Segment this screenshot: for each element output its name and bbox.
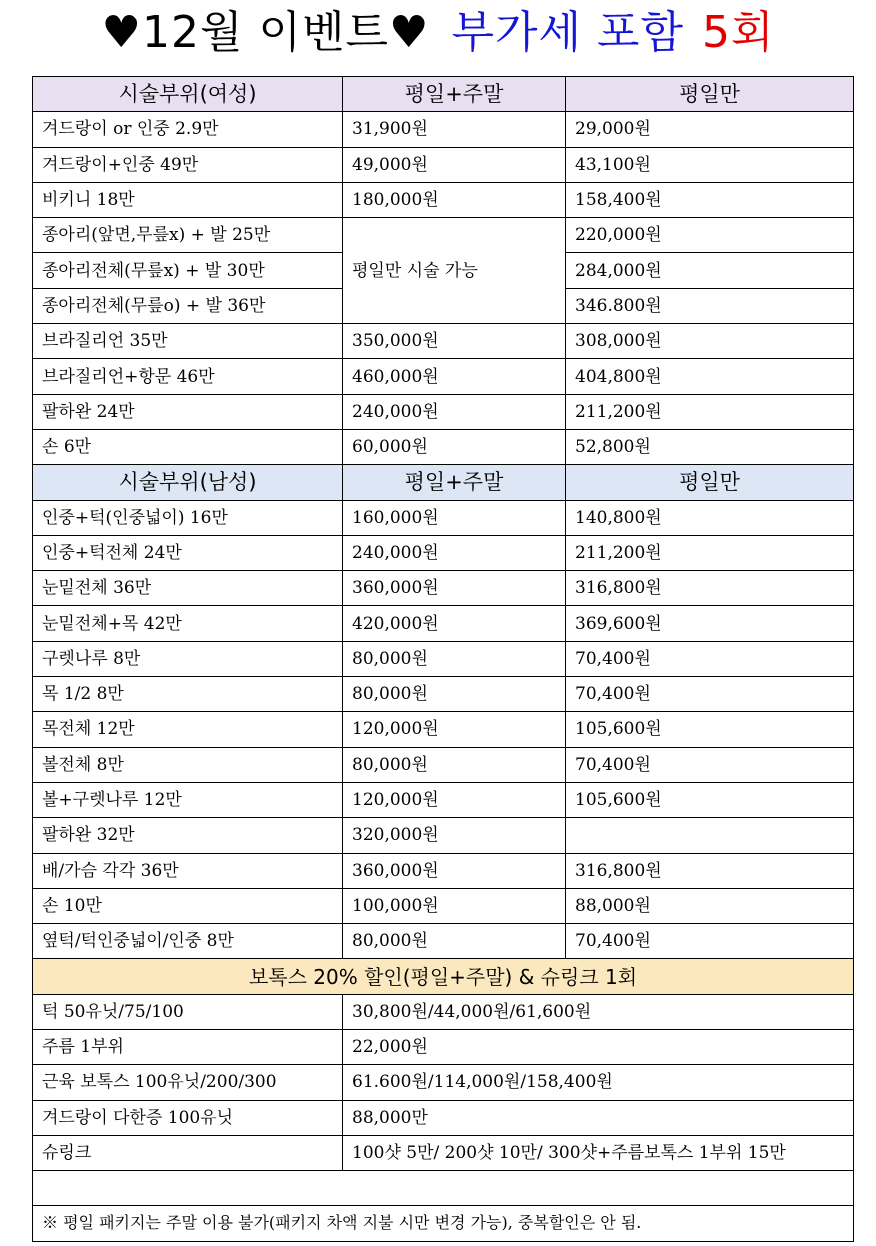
both-price-cell: 31,900원 [343, 112, 566, 147]
weekday-price-cell: 70,400원 [566, 677, 854, 712]
both-price-cell: 100,000원 [343, 888, 566, 923]
weekday-price-cell: 105,600원 [566, 712, 854, 747]
both-price-cell: 80,000원 [343, 641, 566, 676]
table-row [33, 429, 854, 464]
area-cell: 눈밑전체+목 42만 [33, 606, 343, 641]
both-price-cell: 120,000원 [343, 712, 566, 747]
table-row [33, 994, 854, 1029]
area-cell: 목전체 12만 [33, 712, 343, 747]
area-cell: 손 6만 [33, 429, 343, 464]
table-row [33, 853, 854, 888]
area-cell: 인중+턱전체 24만 [33, 535, 343, 570]
area-cell: 겨드랑이+인중 49만 [33, 147, 343, 182]
area-cell: 브라질리언 35만 [33, 324, 343, 359]
table-row [33, 782, 854, 817]
area-cell: 종아리전체(무릎o) + 발 36만 [33, 288, 343, 323]
both-price-cell: 49,000원 [343, 147, 566, 182]
price-cell: 88,000만 [343, 1100, 854, 1135]
weekday-only-note: 평일만 시술 가능 [343, 218, 566, 324]
table-row [33, 1065, 854, 1100]
weekday-price-cell: 220,000원 [566, 218, 854, 253]
both-price-cell: 360,000원 [343, 571, 566, 606]
area-cell: 구렛나루 8만 [33, 641, 343, 676]
table-row [33, 571, 854, 606]
area-cell: 목 1/2 8만 [33, 677, 343, 712]
area-cell: 옆턱/턱인중넓이/인중 8만 [33, 924, 343, 959]
both-price-cell: 350,000원 [343, 324, 566, 359]
weekday-price-cell: 105,600원 [566, 782, 854, 817]
area-cell: 인중+턱(인중넓이) 16만 [33, 500, 343, 535]
price-cell: 22,000원 [343, 1030, 854, 1065]
both-price-cell: 460,000원 [343, 359, 566, 394]
title-event: ♥12월 이벤트♥ [101, 7, 430, 58]
price-cell: 61.600원/114,000원/158,400원 [343, 1065, 854, 1100]
area-cell: 팔하완 24만 [33, 394, 343, 429]
weekday-price-cell: 369,600원 [566, 606, 854, 641]
table-row [33, 677, 854, 712]
blank-row [33, 1171, 854, 1206]
weekday-price-cell: 52,800원 [566, 429, 854, 464]
weekday-price-cell: 70,400원 [566, 924, 854, 959]
price-table [32, 76, 854, 1242]
both-price-cell: 240,000원 [343, 535, 566, 570]
area-cell: 주름 1부위 [33, 1030, 343, 1065]
note-row [33, 1206, 854, 1241]
table-row [33, 1100, 854, 1135]
table-row [33, 182, 854, 217]
weekday-price-cell: 211,200원 [566, 394, 854, 429]
title-count: 5회 [701, 7, 775, 58]
table-row [33, 924, 854, 959]
table-row [33, 394, 854, 429]
table-row [33, 641, 854, 676]
area-cell: 볼+구렛나루 12만 [33, 782, 343, 817]
both-price-cell: 80,000원 [343, 924, 566, 959]
table-row [33, 359, 854, 394]
weekday-price-cell: 88,000원 [566, 888, 854, 923]
weekday-price-cell: 158,400원 [566, 182, 854, 217]
botox-header: 보톡스 20% 할인(평일+주말) & 슈링크 1회 [33, 959, 854, 994]
table-row [33, 888, 854, 923]
table-row [33, 324, 854, 359]
weekday-price-cell: 29,000원 [566, 112, 854, 147]
both-price-cell: 80,000원 [343, 747, 566, 782]
area-cell: 브라질리언+항문 46만 [33, 359, 343, 394]
table-row [33, 112, 854, 147]
area-cell: 손 10만 [33, 888, 343, 923]
both-header: 평일+주말 [343, 465, 566, 500]
area-cell: 볼전체 8만 [33, 747, 343, 782]
both-price-cell: 60,000원 [343, 429, 566, 464]
weekday-price-cell: 346.800원 [566, 288, 854, 323]
area-cell: 배/가슴 각각 36만 [33, 853, 343, 888]
price-cell: 100샷 5만/ 200샷 10만/ 300샷+주름보톡스 1부위 15만 [343, 1135, 854, 1170]
area-cell: 근육 보톡스 100유닛/200/300 [33, 1065, 343, 1100]
area-cell: 겨드랑이 다한증 100유닛 [33, 1100, 343, 1135]
weekday-price-cell: 70,400원 [566, 641, 854, 676]
table-row [33, 500, 854, 535]
weekday-price-cell: 284,000원 [566, 253, 854, 288]
area-cell: 턱 50유닛/75/100 [33, 994, 343, 1029]
area-header: 시술부위(여성) [33, 77, 343, 112]
weekday-price-cell: 308,000원 [566, 324, 854, 359]
area-cell: 팔하완 32만 [33, 818, 343, 853]
table-row [33, 747, 854, 782]
blank-cell [33, 1171, 854, 1206]
both-price-cell: 120,000원 [343, 782, 566, 817]
title-vat: 부가세 포함 [451, 7, 684, 58]
area-cell: 눈밑전체 36만 [33, 571, 343, 606]
table-row [33, 535, 854, 570]
area-cell: 비키니 18만 [33, 182, 343, 217]
both-price-cell: 240,000원 [343, 394, 566, 429]
female-header-row [33, 77, 854, 112]
table-row [33, 147, 854, 182]
both-price-cell: 360,000원 [343, 853, 566, 888]
both-price-cell: 180,000원 [343, 182, 566, 217]
table-row [33, 1030, 854, 1065]
both-header: 평일+주말 [343, 77, 566, 112]
weekday-price-cell: 316,800원 [566, 853, 854, 888]
both-price-cell: 320,000원 [343, 818, 566, 853]
weekday-header: 평일만 [566, 465, 854, 500]
weekday-price-cell [566, 818, 854, 853]
both-price-cell: 80,000원 [343, 677, 566, 712]
weekday-price-cell: 211,200원 [566, 535, 854, 570]
weekday-price-cell: 404,800원 [566, 359, 854, 394]
table-row [33, 1135, 854, 1170]
table-row [33, 818, 854, 853]
area-cell: 겨드랑이 or 인중 2.9만 [33, 112, 343, 147]
weekday-header: 평일만 [566, 77, 854, 112]
male-header-row [33, 465, 854, 500]
area-cell: 슈링크 [33, 1135, 343, 1170]
table-row [33, 218, 854, 253]
botox-header-row [33, 959, 854, 994]
weekday-price-cell: 316,800원 [566, 571, 854, 606]
table-row [33, 606, 854, 641]
price-cell: 30,800원/44,000원/61,600원 [343, 994, 854, 1029]
area-header: 시술부위(남성) [33, 465, 343, 500]
footnote: ※ 평일 패키지는 주말 이용 불가(패키지 차액 지불 시만 변경 가능), 중복할인은 안 됨. [33, 1206, 854, 1241]
weekday-price-cell: 43,100원 [566, 147, 854, 182]
both-price-cell: 160,000원 [343, 500, 566, 535]
table-row [33, 712, 854, 747]
area-cell: 종아리전체(무릎x) + 발 30만 [33, 253, 343, 288]
both-price-cell: 420,000원 [343, 606, 566, 641]
area-cell: 종아리(앞면,무릎x) + 발 25만 [33, 218, 343, 253]
weekday-price-cell: 140,800원 [566, 500, 854, 535]
weekday-price-cell: 70,400원 [566, 747, 854, 782]
page-title [0, 4, 876, 62]
